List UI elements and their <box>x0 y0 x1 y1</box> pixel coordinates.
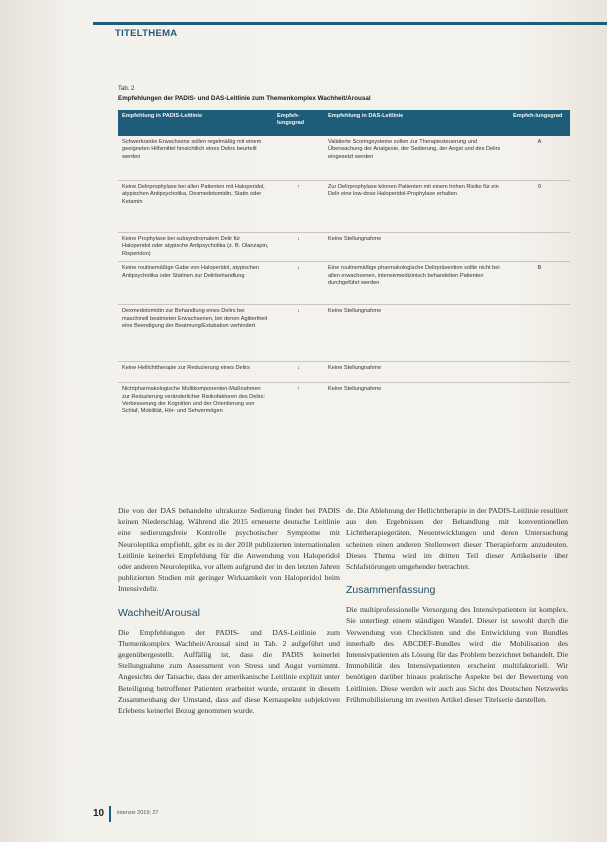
das-recommendation: Keine Stellungnahme <box>328 386 382 393</box>
das-recommendation: Keine Stellungnahme <box>324 233 509 262</box>
das-grade: B <box>509 262 570 305</box>
das-recommendation: Validierte Scoringsysteme sollen zur Therapiesteuerung und Überwachung der Analgesie, der Sedierung, der Angst und des Delirs eingesetzt werden <box>324 136 509 181</box>
das-recommendation: Keine Stellungnahme <box>324 362 509 383</box>
page-footer <box>93 808 393 822</box>
header-das-grade: Empfeh-lungsgrad <box>509 110 570 136</box>
article-column-left <box>118 505 340 716</box>
das-recommendation: Keine Stellungnahme <box>324 305 509 362</box>
das-recommendation: Zur Delirprophylaxe können Patienten mit einem hohen Risiko für ein Delir eine low-dose Haloperidol-Prophylaxe erhalten <box>324 181 509 233</box>
das-recommendation: Eine routinemäßige pharmakologische Delirprävention sollte nicht bei allen erwachsenen, intensivmedizinisch behandelten Patienten durchgeführt werden <box>324 262 509 305</box>
page-number: 10 <box>93 808 105 819</box>
table-label: Tab. 2 <box>118 86 135 92</box>
padis-grade: ↑ <box>297 386 300 393</box>
padis-recommendation: Nichtpharmakologische Multikomponenten-Maßnahmen zur Reduzierung veränderlicher Risikofaktoren des Delirs: Verbesserung der Kognition und der Orientierung von Schlaf, Mobilität, Hör- und Sehvermögen <box>122 386 266 415</box>
table-row <box>118 262 570 305</box>
padis-recommendation: Keine Prophylaxe bei subsyndromalem Delir für Haloperidol oder atypische Antipsychotika (z. B. Olanzapin, Risperidon) <box>118 233 273 262</box>
table-row <box>118 233 570 262</box>
padis-recommendation: Dexmedetomidin zur Behandlung eines Delirs bei maschinell beatmeten Erwachsenen, bei denen Agitiertheit eine Beendigung der Beatmung/Extubation verhindert <box>118 305 273 362</box>
footer-divider <box>109 806 111 822</box>
table-row <box>118 181 570 233</box>
table-row <box>118 305 570 362</box>
padis-grade: ↓ <box>273 305 324 362</box>
das-grade <box>509 233 570 262</box>
padis-grade: ↑ <box>273 181 324 233</box>
table-row <box>118 136 570 181</box>
padis-recommendation: Keine routinemäßige Gabe von Haloperidol, atypischen Antipsychotika oder Statinen zur Delirbehandlung <box>118 262 273 305</box>
body-paragraph: Die von der DAS behandelte ultrakurze Sedierung findet bei PADIS keinen Niederschlag. Während die 2015 erneuerte deutsche Leitlinie eine sedierungsfreie Kontrolle psychotischer Symptome mit Neuroleptika empfiehlt, gibt es in der 2018 publizierten internationalen Leitlinie keinerlei Empfehlung für die Anwendung von Haloperidol oder anderen Neuroleptika, vor allem aufgrund der in den letzten Jahren publizierten Studien mit geringer Wirksamkeit von Haloperidol beim Intensivdelir. <box>118 506 340 594</box>
table-caption: Empfehlungen der PADIS- und DAS-Leitlinie zum Themenkomplex Wachheit/Arousal <box>118 95 371 102</box>
padis-grade: ↓ <box>273 262 324 305</box>
section-title: TITELTHEMA <box>115 28 178 39</box>
das-grade <box>509 305 570 362</box>
table-header-row <box>118 110 570 136</box>
header-padis-grade: Empfeh-lungsgrad <box>273 110 324 136</box>
table-row <box>118 383 570 464</box>
padis-grade: ↓ <box>273 362 324 383</box>
body-paragraph: de. Die Ablehnung der Hellichttherapie in der PADIS-Leitlinie resultiert aus den Ergebnissen der Behandlung mit konventionellen Lichttherapiegeräten. Neuentwicklungen und deren Untersuchung scheinen einen anderen Stellenwert dieser Therapieform anzudeuten. Dieses Thema wird im dritten Teil dieser Artikelserie über Schlafstörungen umgehender betrachtet. <box>346 506 568 572</box>
padis-recommendation: Keine Hellichttherapie zur Reduzierung eines Delirs <box>118 362 273 383</box>
padis-recommendation: Schwerkranke Erwachsene sollen regelmäßig mit einem geeigneten Hilfsmittel hinsichtlich eines Delirs beurteilt werden <box>118 136 273 181</box>
article-column-right <box>346 505 568 705</box>
header-das-recommendation: Empfehlung in DAS-Leitlinie <box>324 110 509 136</box>
padis-recommendation: Keine Delirprophylaxe bei allen Patienten mit Haloperidol, atypischen Antipsychotika, Dexmedetomidin, Statin oder Ketamin <box>118 181 273 233</box>
body-paragraph: Die multiprofessionelle Versorgung des Intensivpatienten ist komplex. Sie unterliegt einem ständigen Wandel. Dieser ist sowohl durch die Verwendung von Checklisten und die Entwicklung von Bundles innerhalb des ABCDEF-Bundles wird die Mobilisation des Intensivpatienten als Lösung für das Problem bezeichnet behandelt. Die Immobilität des Intensivpatienten erscheint multifaktoriell. Wir benötigen darüber hinaus praktische Aspekte bei der Bewertung von Leitlinien. Diese werden wir auch aus Sicht des Deutschen Netzwerks Frühmobilisierung im zweiten Artikel dieser Titelserie darstellen. <box>346 605 568 704</box>
section-heading-arousal: Wachheit/Arousal <box>118 606 200 619</box>
header-padis-recommendation: Empfehlung in PADIS-Leitlinie <box>118 110 273 136</box>
journal-reference: intensiv 2019; 27 <box>117 810 159 816</box>
recommendations-table <box>118 110 570 463</box>
padis-grade <box>273 136 324 181</box>
body-paragraph: Die Empfehlungen der PADIS- und DAS-Leitlinie zum Themenkomplex Wachheit/Arousal sind in Tab. 2 aufgeführt und gegenübergestellt. Auffällig ist, dass die PADIS keinerlei Stellungnahme zum Assessment von Stress und Angst vornimmt. Angesichts der Tatsache, dass der amerikanische Leitlinie explizit unter Beteiligung betroffener Patienten erarbeitet wurde, erstaunt in diesem Zusammenhang der Umstand, dass auf diese Kernaspekte subjektiven Erlebens keinerlei Bezug genommen wurde. <box>118 627 340 716</box>
section-heading-summary: Zusammenfassung <box>346 584 436 597</box>
das-grade: 0 <box>509 181 570 233</box>
section-header <box>93 22 607 47</box>
das-grade <box>509 362 570 383</box>
das-grade <box>509 383 570 464</box>
table-row <box>118 362 570 383</box>
das-grade: A <box>509 136 570 181</box>
padis-grade: ↓ <box>273 233 324 262</box>
